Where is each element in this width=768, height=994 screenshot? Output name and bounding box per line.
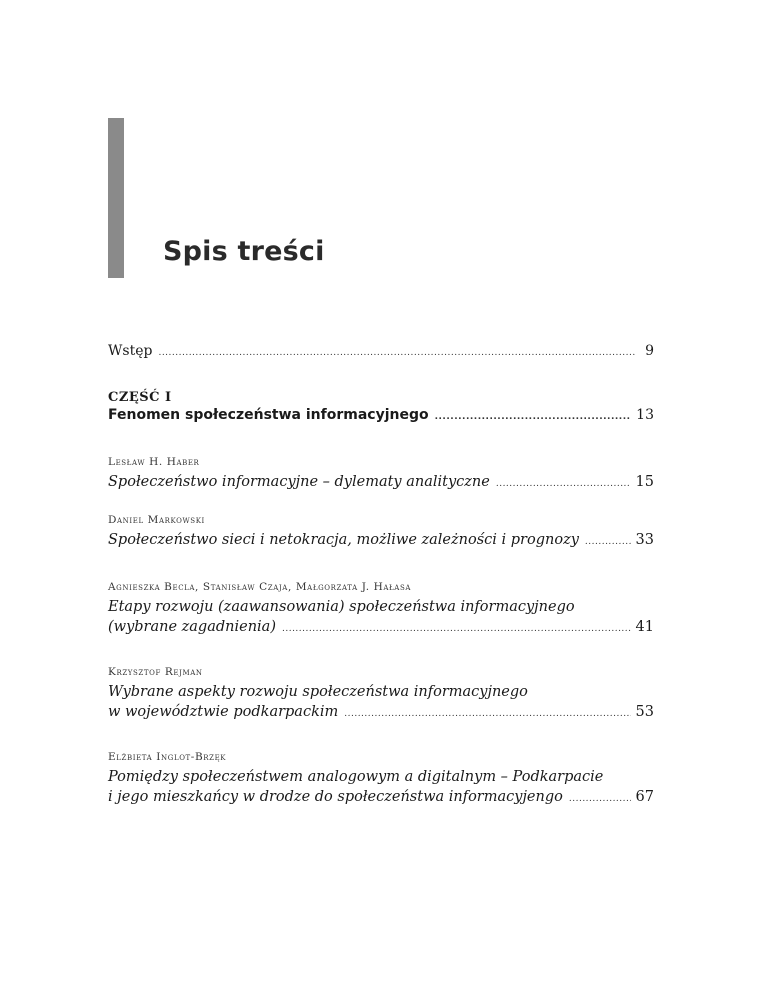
toc-entry[interactable] [108,456,654,494]
toc-page-number: 15 [635,474,654,490]
dot-leader [585,532,631,552]
toc-author: Daniel Markowski [108,514,205,526]
toc-page-number: 13 [636,407,654,423]
page-title: Spis treści [163,236,325,267]
toc-entry-title: Wstęp [108,343,153,359]
part-title: Fenomen społeczeństwa informacyjnego [108,407,429,423]
toc-author: Elżbieta Inglot-Brzęk [108,751,227,763]
toc-entry[interactable] [108,514,654,552]
toc-entry-title-continued: i jego mieszkańcy w drodze do społeczeństwa informacyjengo [108,789,563,805]
toc-author: Lesław H. Haber [108,456,200,468]
toc-entry-title: Społeczeństwo informacyjne – dylematy analityczne [108,474,490,490]
toc-entry-title: Społeczeństwo sieci i netokracja, możliwe zależności i prognozy [108,532,579,548]
toc-entry-title: Pomiędzy społeczeństwem analogowym a digitalnym – Podkarpacie [108,769,604,785]
decorative-side-bar [108,118,124,278]
part-label: CZĘŚĆ I [108,390,172,405]
toc-entry-intro[interactable] [108,343,654,359]
toc-entry[interactable] [108,751,654,809]
toc-entry-title-continued: w województwie podkarpackim [108,704,339,720]
toc-page-number: 33 [635,532,654,548]
toc-entry[interactable] [108,581,654,639]
dot-leader [569,789,631,809]
toc-entry-title: Wybrane aspekty rozwoju społeczeństwa informacyjnego [108,684,528,700]
toc-page-number: 9 [645,343,654,359]
dot-leader [435,412,632,422]
dot-leader [282,619,631,639]
dot-leader [344,704,630,724]
toc-entry-title-continued: (wybrane zagadnienia) [108,619,276,635]
toc-page-number: 41 [635,619,654,635]
toc-page-number: 53 [635,704,654,720]
toc-author: Krzysztof Rejman [108,666,203,678]
toc-author: Agnieszka Becla, Stanisław Czaja, Małgorzata J. Hałasa [108,581,412,593]
toc-entry-title: Etapy rozwoju (zaawansowania) społeczeństwa informacyjnego [108,599,575,615]
dot-leader [158,348,635,358]
toc-page-number: 67 [635,789,654,805]
dot-leader [496,474,631,494]
toc-part-heading[interactable] [108,390,654,423]
toc-entry[interactable] [108,666,654,724]
